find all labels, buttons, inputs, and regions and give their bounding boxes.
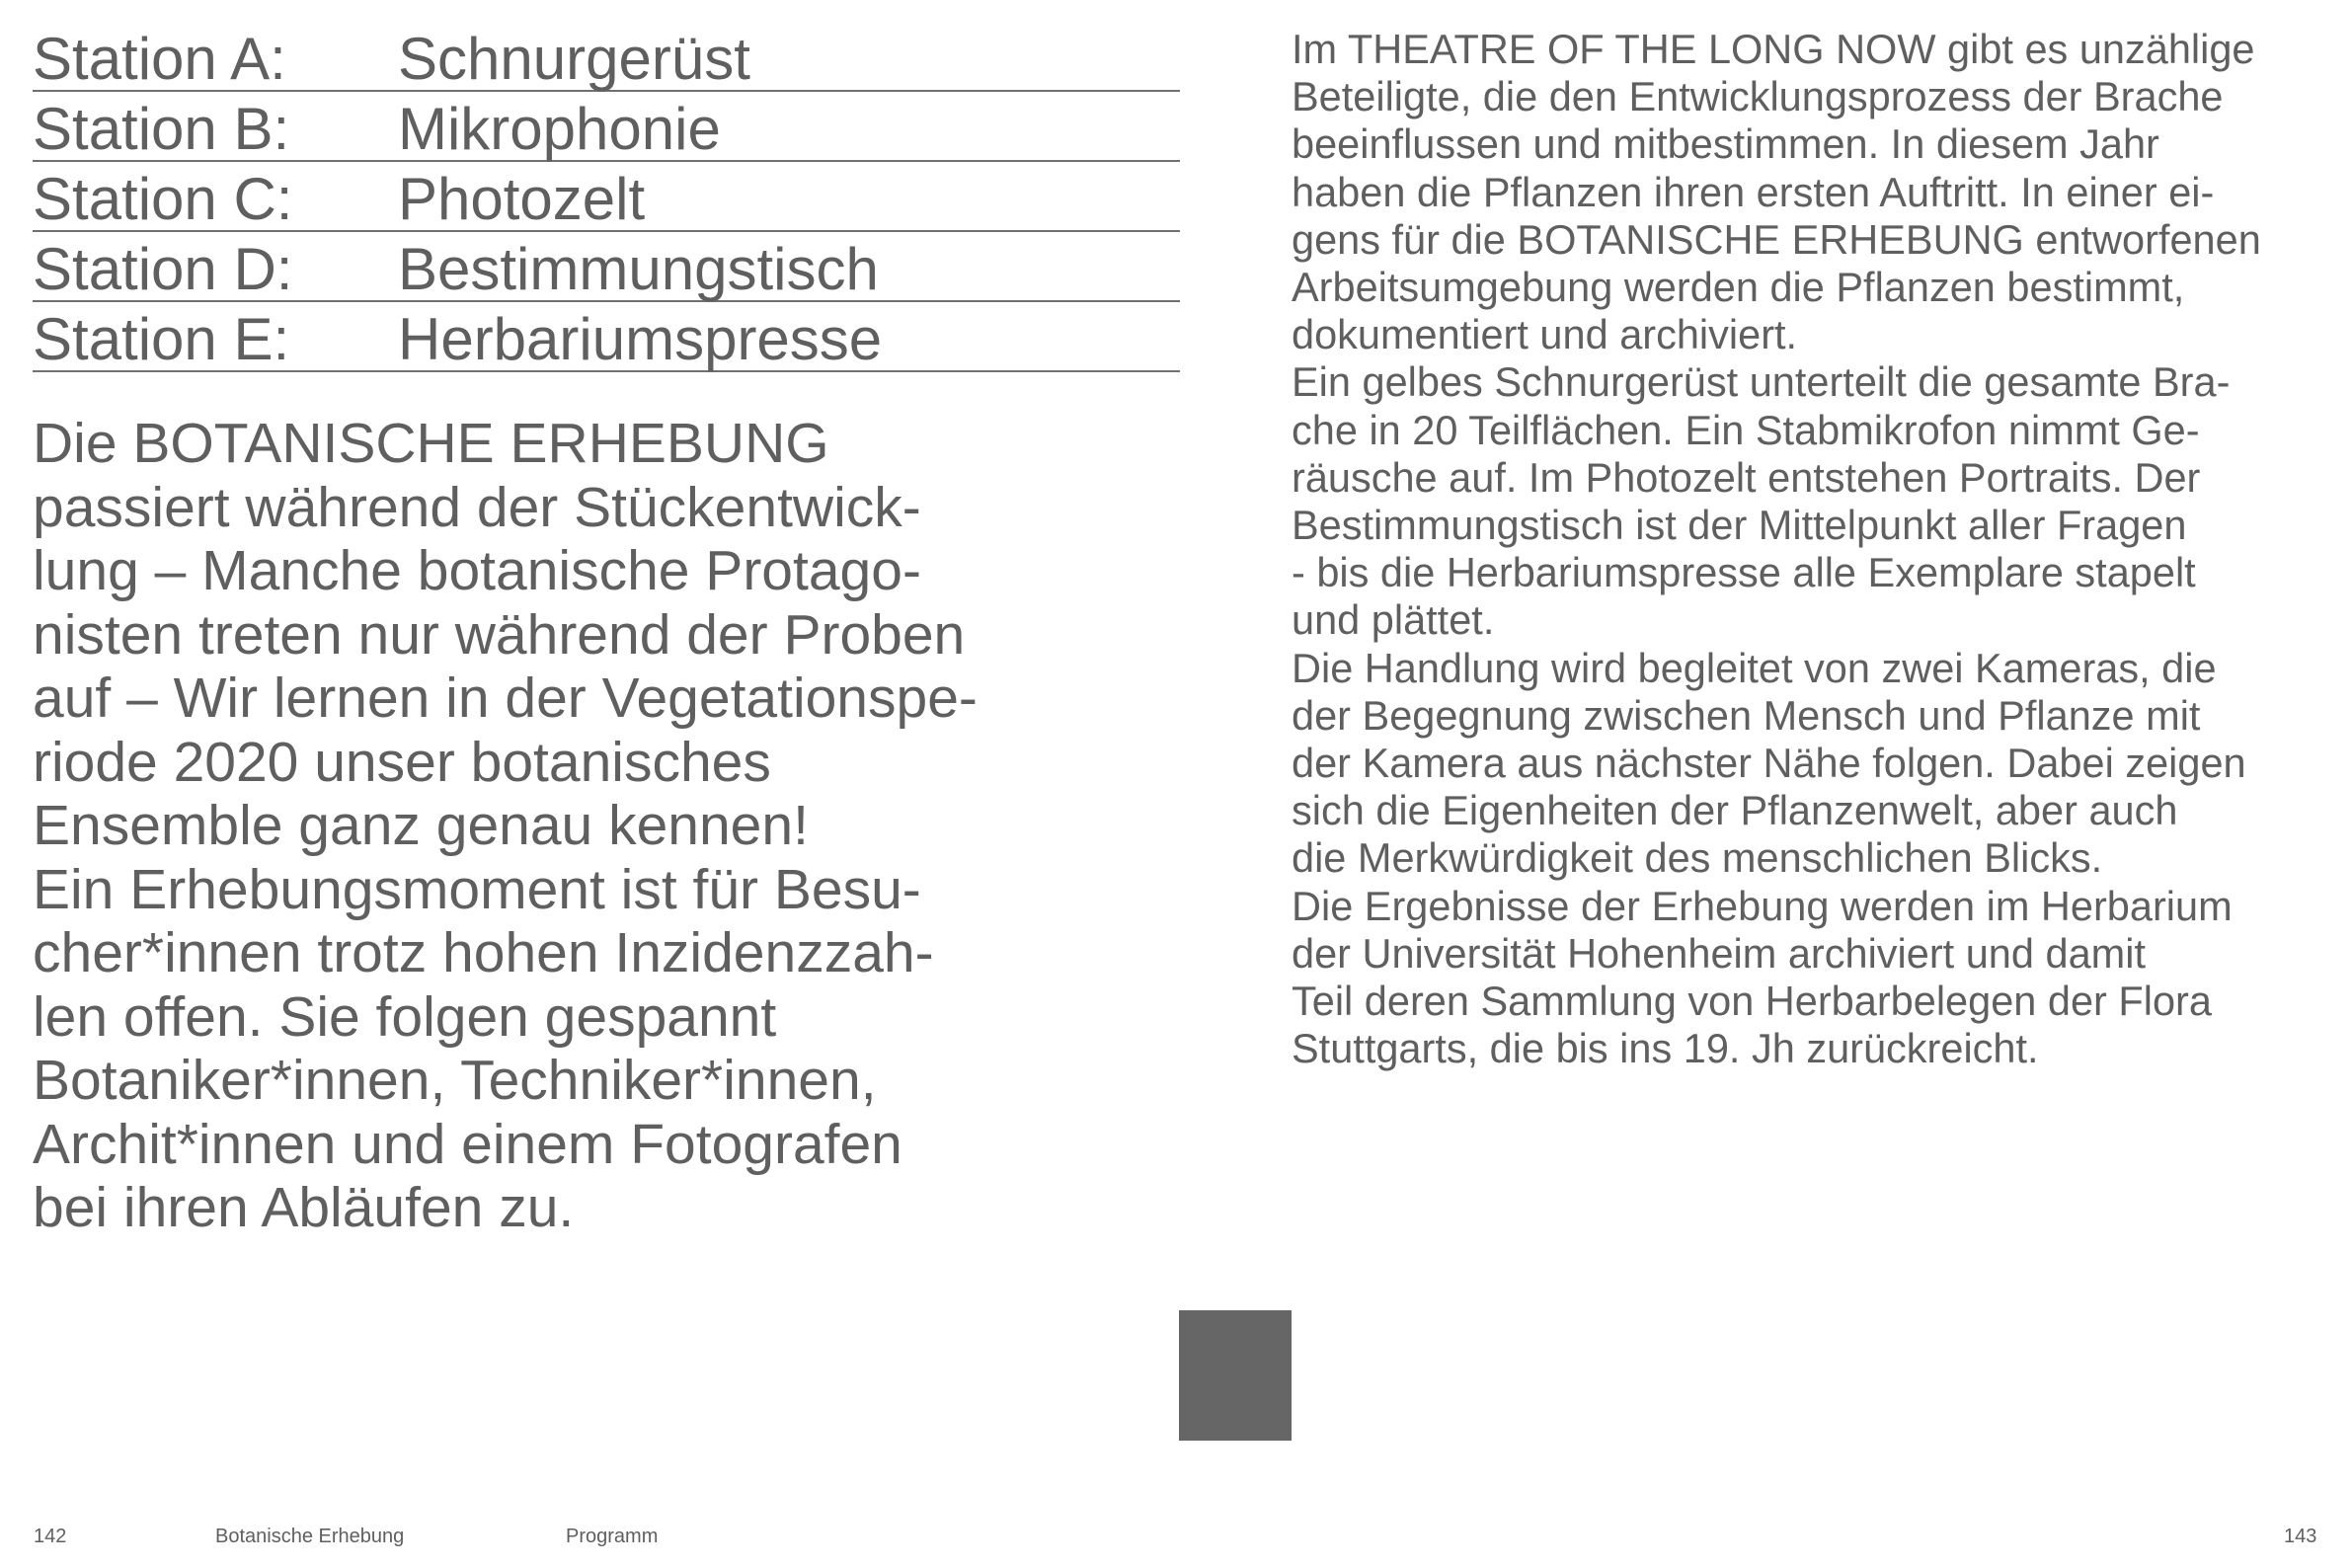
text-line: Archit*innen und einem Fotografen	[33, 1112, 902, 1176]
text-line: der Begegnung zwischen Mensch und Pflanze mit	[1292, 691, 2201, 739]
text-line: Im THEATRE OF THE LONG NOW gibt es unzählige	[1292, 26, 2255, 72]
text-line: haben die Pflanzen ihren ersten Auftritt. In einer ei-	[1292, 168, 2215, 215]
text-line: Beteiligte, die den Entwicklungsprozess der Brache	[1292, 73, 2224, 120]
station-name: Bestimmungstisch	[398, 236, 879, 302]
text-line: Ensemble ganz genau kennen!	[33, 794, 809, 857]
text-line: Teil deren Sammlung von Herbarbelegen der Flora	[1292, 978, 2212, 1025]
station-label: Station C:	[33, 166, 293, 232]
text-line: Die BOTANISCHE ERHEBUNG	[33, 412, 829, 475]
decorative-gray-block	[1179, 1310, 1292, 1441]
text-line: Stuttgarts, die bis ins 19. Jh zurückreicht.	[1292, 1025, 2039, 1072]
text-line: Bestimmungstisch ist der Mittelpunkt aller Fragen	[1292, 502, 2187, 549]
text-line: und plättet.	[1292, 596, 1495, 644]
station-row-e	[33, 302, 1180, 372]
station-label: Station B:	[33, 96, 290, 162]
text-line: der Kamera aus nächster Nähe folgen. Dabei zeigen	[1292, 740, 2246, 787]
text-line: gens für die BOTANISCHE ERHEBUNG entworfenen	[1292, 215, 2261, 263]
text-line: Die Ergebnisse der Erhebung werden im Herbarium	[1292, 882, 2233, 929]
station-row-d	[33, 232, 1180, 302]
station-row-b	[33, 92, 1180, 162]
text-line: die Merkwürdigkeit des menschlichen Blicks.	[1292, 834, 2103, 882]
text-line: bei ihren Abläufen zu.	[33, 1176, 575, 1239]
text-line: sich die Eigenheiten der Pflanzenwelt, aber auch	[1292, 787, 2178, 834]
intro-paragraph	[33, 412, 1119, 1240]
running-title: Botanische Erhebung	[215, 1526, 405, 1547]
text-line: lung – Manche botanische Protago-	[33, 539, 921, 602]
station-name: Photozelt	[398, 166, 646, 232]
body-paragraph	[1292, 26, 2338, 1072]
text-line: nisten treten nur während der Proben	[33, 602, 966, 666]
station-row-a	[33, 22, 1180, 92]
station-name: Herbariumspresse	[398, 306, 883, 372]
running-section: Programm	[566, 1526, 659, 1547]
station-label: Station E:	[33, 306, 290, 372]
text-line: cher*innen trotz hohen Inzidenzzah-	[33, 921, 934, 984]
text-line: che in 20 Teilflächen. Ein Stabmikrofon nimmt Ge-	[1292, 406, 2200, 453]
station-list	[33, 22, 1180, 372]
text-line: passiert während der Stückentwick-	[33, 475, 921, 539]
text-line: Ein gelbes Schnurgerüst unterteilt die gesamte Bra-	[1292, 358, 2231, 406]
text-line: - bis die Herbariumspresse alle Exemplare stapelt	[1292, 549, 2196, 596]
page-number-left: 142	[34, 1526, 67, 1547]
station-label: Station A:	[33, 26, 286, 92]
page-number-right: 143	[2284, 1526, 2317, 1547]
station-row-c	[33, 162, 1180, 232]
text-line: Arbeitsumgebung werden die Pflanzen bestimmt,	[1292, 264, 2185, 311]
text-line: len offen. Sie folgen gespannt	[33, 984, 777, 1049]
text-line: auf – Wir lernen in der Vegetationspe-	[33, 666, 978, 730]
station-name: Mikrophonie	[398, 96, 721, 162]
text-line: beeinflussen und mitbestimmen. In diesem Jahr	[1292, 120, 2159, 168]
text-line: Botaniker*innen, Techniker*innen,	[33, 1049, 877, 1112]
text-line: riode 2020 unser botanisches	[33, 730, 771, 794]
text-line: dokumentiert und archiviert.	[1292, 311, 1798, 358]
text-line: Die Handlung wird begleitet von zwei Kameras, die	[1292, 644, 2217, 691]
text-line: der Universität Hohenheim archiviert und damit	[1292, 929, 2146, 977]
text-line: Ein Erhebungsmoment ist für Besu-	[33, 857, 921, 921]
station-label: Station D:	[33, 236, 293, 302]
text-line: räusche auf. Im Photozelt entstehen Portraits. Der	[1292, 453, 2201, 501]
station-name: Schnurgerüst	[398, 26, 750, 92]
